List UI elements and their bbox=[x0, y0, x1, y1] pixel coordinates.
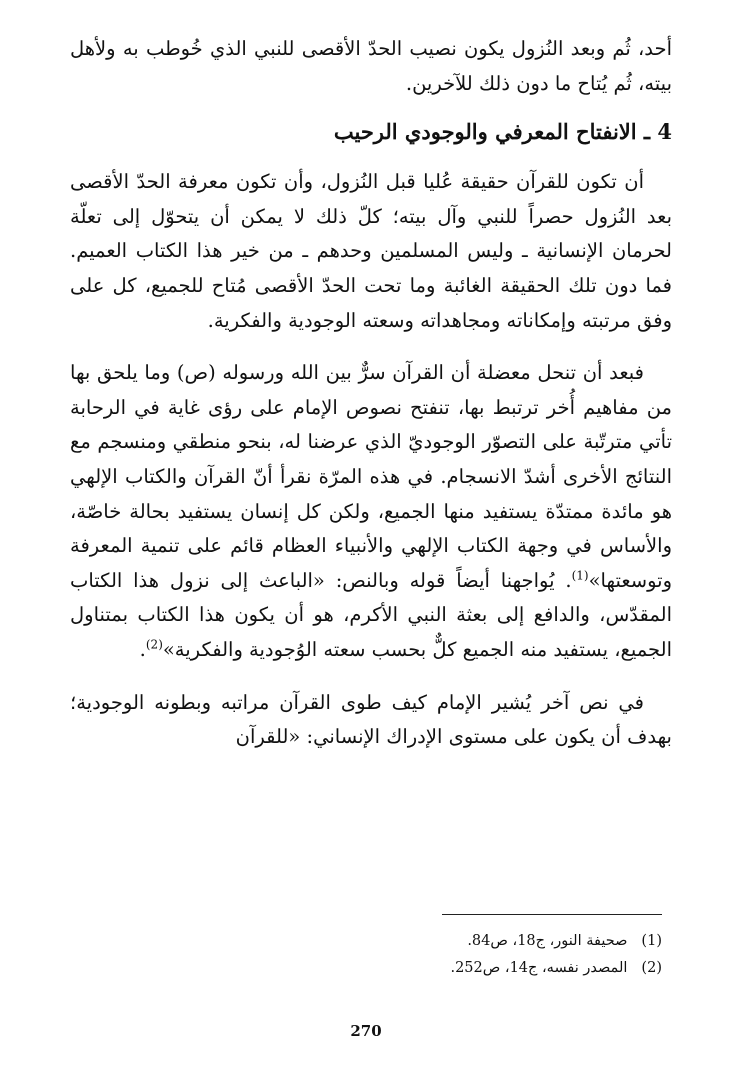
paragraph-1: أن تكون للقرآن حقيقة عُليا قبل النُزول، وأن تكون معرفة الحدّ الأقصى بعد النُزول حصراً للنبي وآل بيته؛ كلّ ذلك لا يمكن أن يتحوّل إلى تعلّة لحرمان الإنسانية ـ وليس المسلمين وحدهم ـ من خير هذا الكتاب العميم. فما دون تلك الحقيقة الغائبة وما تحت الحدّ الأقصى مُتاح للجميع، كل على وفق مرتبته وإمكاناته ومجاهداته وسعته الوجودية والفكرية. bbox=[70, 170, 672, 332]
footnote-ref-1[interactable]: (1) bbox=[571, 568, 589, 583]
paragraph-gap bbox=[70, 338, 672, 356]
paragraph-2-text-a: فبعد أن تنحل معضلة أن القرآن سرٌّ بين الله ورسوله (ص) وما يلحق بها من مفاهيم أُخر ترتبط بها، تنفتح نصوص الإمام على رؤى غاية في الرحابة تأتي مترتّبة على التصوّر الوجوديّ الذي عرضنا له، بنحو منطقي ومنسجم مع النتائج الأخرى أشدّ الانسجام. في هذه المرّة نقرأ أنّ القرآن والكتاب الإلهي هو مائدة ممتدّة يستفيد منها الجميع، ولكن كل إنسان يستفيد بحالة خاصّة، والأساس في وجهة الكتاب الإلهي والأنبياء العظام قائم على تنمية المعرفة وتوسعتها» bbox=[70, 361, 672, 592]
footnote-text: صحيفة النور، ج18، ص84. bbox=[467, 933, 628, 949]
paragraph-2-text-c: . bbox=[139, 637, 146, 661]
footnote-number: (1) bbox=[641, 933, 662, 949]
paragraph-2 bbox=[70, 356, 672, 667]
footnote-divider bbox=[442, 914, 662, 915]
page-number: 270 bbox=[350, 1022, 382, 1040]
footnote-1 bbox=[262, 928, 662, 955]
page-body bbox=[70, 32, 672, 1042]
paragraph-3: في نص آخر يُشير الإمام كيف طوى القرآن مراتبه وبطونه الوجودية؛ بهدف أن يكون على مستوى الإدراك الإنساني: «للقرآن bbox=[70, 690, 672, 749]
footnote-text: المصدر نفسه، ج14، ص252. bbox=[450, 960, 628, 976]
paragraph-2-text-b: . يُواجهنا أيضاً قوله وبالنص: «الباعث إلى نزول هذا الكتاب المقدّس، والدافع إلى بعثة النبي الأكرم، هو أن يكون هذا الكتاب بمتناول الجميع، يستفيد منه الجميع كلٌّ بحسب سعته الوُجودية والفكرية» bbox=[70, 568, 672, 661]
footnote-ref-2[interactable]: (2) bbox=[145, 637, 163, 652]
paragraph-intro: أحد، ثُم وبعد النُزول يكون نصيب الحدّ الأقصى للنبي الذي خُوطب به ولأهل بيته، ثُم يُتاح ما دون ذلك للآخرين. bbox=[70, 37, 672, 95]
footnotes bbox=[262, 928, 662, 982]
footnote-number: (2) bbox=[641, 960, 662, 976]
paragraph-gap bbox=[70, 668, 672, 686]
section-heading: 4 ـ الانفتاح المعرفي والوجودي الرحيب bbox=[333, 119, 672, 145]
footnote-2 bbox=[262, 955, 662, 982]
